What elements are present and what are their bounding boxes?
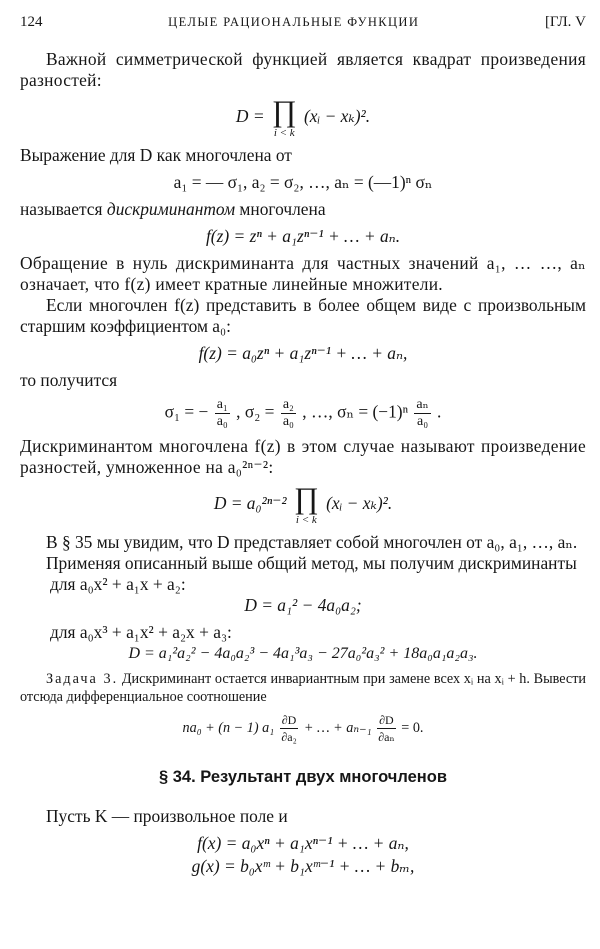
task-label: Задача 3.: [46, 671, 119, 687]
formula-differential: na₀ + (n − 1) a₁ $\frac{\partial D}{\text{∂a₂}}$ + … + aₙ₋₁ $\frac{\partial D}{\text{∂aₙ}}$ = 0.: [182, 713, 424, 744]
running-title: ЦЕЛЫЕ РАЦИОНАЛЬНЫЕ ФУНКЦИИ: [168, 15, 420, 29]
paragraph-8: В § 35 мы увидим, что D представляет собой многочлен от a₀, a₁, …, aₙ.: [46, 532, 578, 552]
term-discriminant: дискриминантом: [106, 199, 236, 219]
formula-polynomial: f(z) = zⁿ + a₁zⁿ⁻¹ + … + aₙ.: [205, 226, 401, 246]
formula-discriminant-general: D = a₀²ⁿ⁻² ∏ i < k (xᵢ − xₖ)².: [213, 482, 393, 526]
page-header: [20, 12, 586, 33]
formula-f-of-x: f(x) = a₀xⁿ + a₁xⁿ⁻¹ + … + aₙ,: [197, 833, 409, 853]
chapter-marker: [ГЛ. V: [544, 14, 586, 30]
paragraph-9: Применяя описанный выше общий метод, мы получим дискриминанты: [46, 553, 577, 573]
paragraph-2: Выражение для D как многочлена от: [20, 145, 292, 165]
formula-g-of-x: g(x) = b₀xᵐ + b₁xᵐ⁻¹ + … + bₘ,: [191, 856, 415, 876]
section-heading: § 34. Результант двух многочленов: [159, 768, 447, 786]
case-cubic-formula: D = a₁²a₂² − 4a₀a₂³ − 4a₁³a₃ − 27a₀²a₃² + 18a₀a₁a₂a₃.: [128, 645, 478, 662]
case-quadratic-formula: D = a₁² − 4a₀a₂;: [244, 595, 362, 615]
paragraph-10: Пусть K — произвольное поле и: [46, 806, 288, 826]
paragraph-4: Обращение в нуль дискриминанта для частных значений a₁, … …, aₙ означает, что f(z) имеет кратные линейные множители.: [20, 253, 586, 294]
product-operator: ∏ i < k: [271, 95, 297, 139]
formula-product: D = ∏ i < k (xᵢ − xₖ)².: [235, 95, 371, 139]
task-text: Дискриминант остается инвариантным при замене всех xᵢ на xᵢ + h. Вывести отсюда дифференциальное соотношение: [20, 671, 586, 705]
product-operator-2: ∏ i < k: [294, 482, 319, 526]
paragraph-1: Важной симметрической функцией является квадрат произведения разностей:: [20, 49, 586, 90]
paragraph-6: то получится: [20, 370, 118, 390]
formula-coefficients: a₁ = — σ₁, a₂ = σ₂, …, aₙ = (—1)ⁿ σₙ: [173, 172, 433, 192]
case-cubic-label: для a₀x³ + a₁x² + a₂x + a₃:: [50, 622, 232, 642]
task-3: [20, 670, 586, 706]
page-number: 124: [20, 14, 43, 30]
paragraph-3: называется дискриминантом многочлена: [20, 199, 326, 219]
formula-sigmas: σ₁ = − $\frac{\text{a₁}}{\text{a₀}}$ , σ₂ = $\frac{\text{a₂}}{\text{a₀}}$ , …, σₙ = (−1)ⁿ $\frac{\text{aₙ}}{\text{a₀}}$ .: [164, 397, 442, 429]
paragraph-7: Дискриминантом многочлена f(z) в этом случае называют произведение разностей, умноженное на a₀²ⁿ⁻²:: [20, 436, 586, 477]
paragraph-5: Если многочлен f(z) представить в более общем виде с произвольным старшим коэффициентом a₀:: [20, 295, 586, 336]
formula-general-polynomial: f(z) = a₀zⁿ + a₁zⁿ⁻¹ + … + aₙ,: [198, 343, 408, 363]
case-quadratic-label: для a₀x² + a₁x + a₂:: [50, 574, 186, 594]
